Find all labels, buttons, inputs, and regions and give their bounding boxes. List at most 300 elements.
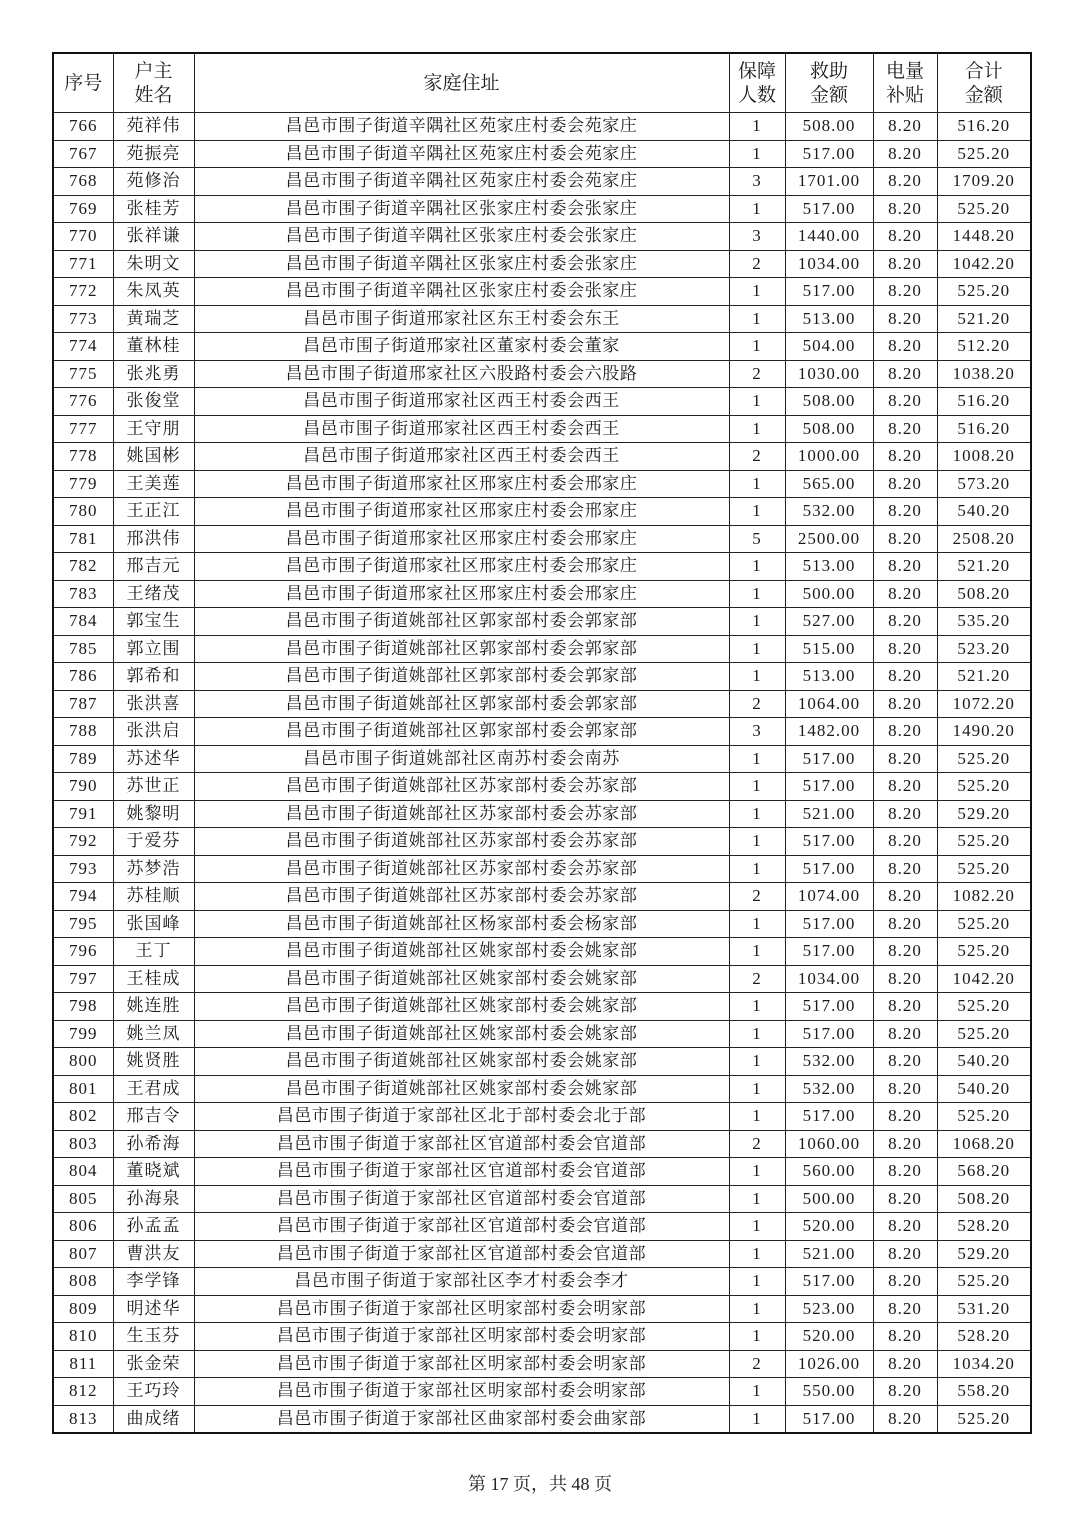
cell-aid: 527.00	[785, 608, 873, 636]
cell-address: 昌邑市围子街道于家部社区官道部村委会官道部	[194, 1185, 729, 1213]
cell-name: 苏述华	[113, 745, 194, 773]
cell-persons: 2	[729, 965, 785, 993]
cell-address: 昌邑市围子街道姚部社区郭家部村委会郭家部	[194, 718, 729, 746]
cell-name: 黄瑞芝	[113, 305, 194, 333]
header-name	[113, 53, 194, 113]
table-row	[53, 800, 1031, 828]
cell-name: 姚贤胜	[113, 1048, 194, 1076]
cell-address: 昌邑市围子街道于家部社区官道部村委会官道部	[194, 1213, 729, 1241]
table-row	[53, 745, 1031, 773]
table-row	[53, 993, 1031, 1021]
cell-persons: 1	[729, 415, 785, 443]
cell-aid: 565.00	[785, 470, 873, 498]
cell-address: 昌邑市围子街道姚部社区杨家部村委会杨家部	[194, 910, 729, 938]
cell-power: 8.20	[873, 1185, 937, 1213]
cell-seq: 777	[53, 415, 113, 443]
cell-power: 8.20	[873, 1268, 937, 1296]
cell-total: 529.20	[937, 1240, 1031, 1268]
cell-name: 张国峰	[113, 910, 194, 938]
cell-aid: 521.00	[785, 800, 873, 828]
cell-address: 昌邑市围子街道于家部社区明家部村委会明家部	[194, 1295, 729, 1323]
cell-persons: 2	[729, 690, 785, 718]
cell-power: 8.20	[873, 883, 937, 911]
cell-name: 明述华	[113, 1295, 194, 1323]
cell-persons: 1	[729, 1405, 785, 1433]
cell-address: 昌邑市围子街道邢家社区西王村委会西王	[194, 415, 729, 443]
cell-power: 8.20	[873, 1020, 937, 1048]
cell-seq: 789	[53, 745, 113, 773]
cell-name: 王正江	[113, 498, 194, 526]
cell-address: 昌邑市围子街道邢家社区邢家庄村委会邢家庄	[194, 580, 729, 608]
cell-name: 张兆勇	[113, 360, 194, 388]
cell-name: 王绪茂	[113, 580, 194, 608]
cell-aid: 513.00	[785, 553, 873, 581]
cell-aid: 532.00	[785, 1075, 873, 1103]
cell-persons: 1	[729, 800, 785, 828]
cell-aid: 2500.00	[785, 525, 873, 553]
cell-persons: 1	[729, 1185, 785, 1213]
cell-power: 8.20	[873, 443, 937, 471]
cell-total: 1072.20	[937, 690, 1031, 718]
header-power-line1: 电量	[885, 60, 924, 82]
cell-aid: 517.00	[785, 1405, 873, 1433]
cell-total: 525.20	[937, 140, 1031, 168]
header-total	[937, 53, 1031, 113]
cell-address: 昌邑市围子街道辛隅社区张家庄村委会张家庄	[194, 223, 729, 251]
cell-address: 昌邑市围子街道辛隅社区张家庄村委会张家庄	[194, 278, 729, 306]
cell-aid: 517.00	[785, 745, 873, 773]
relief-table	[52, 52, 1032, 1434]
cell-address: 昌邑市围子街道姚部社区苏家部村委会苏家部	[194, 800, 729, 828]
cell-aid: 517.00	[785, 938, 873, 966]
cell-seq: 767	[53, 140, 113, 168]
cell-seq: 772	[53, 278, 113, 306]
cell-seq: 813	[53, 1405, 113, 1433]
cell-name: 朱明文	[113, 250, 194, 278]
cell-persons: 1	[729, 305, 785, 333]
cell-aid: 517.00	[785, 993, 873, 1021]
cell-seq: 800	[53, 1048, 113, 1076]
cell-power: 8.20	[873, 608, 937, 636]
cell-seq: 773	[53, 305, 113, 333]
cell-name: 姚黎明	[113, 800, 194, 828]
cell-seq: 806	[53, 1213, 113, 1241]
cell-address: 昌邑市围子街道姚部社区姚家部村委会姚家部	[194, 1075, 729, 1103]
cell-aid: 504.00	[785, 333, 873, 361]
cell-total: 525.20	[937, 1268, 1031, 1296]
cell-persons: 1	[729, 580, 785, 608]
cell-total: 516.20	[937, 388, 1031, 416]
table-row	[53, 1295, 1031, 1323]
cell-power: 8.20	[873, 1350, 937, 1378]
cell-aid: 523.00	[785, 1295, 873, 1323]
cell-power: 8.20	[873, 470, 937, 498]
cell-persons: 1	[729, 1295, 785, 1323]
cell-name: 张洪喜	[113, 690, 194, 718]
cell-persons: 1	[729, 745, 785, 773]
header-persons-line1: 保障	[737, 60, 776, 82]
table-row	[53, 168, 1031, 196]
cell-total: 508.20	[937, 580, 1031, 608]
cell-power: 8.20	[873, 223, 937, 251]
table-row	[53, 415, 1031, 443]
table-row	[53, 1020, 1031, 1048]
cell-name: 朱凤英	[113, 278, 194, 306]
header-power-line2: 补贴	[885, 84, 924, 106]
header-address-text: 家庭住址	[423, 72, 500, 94]
cell-name: 苑祥伟	[113, 113, 194, 141]
cell-address: 昌邑市围子街道于家部社区北于部村委会北于部	[194, 1103, 729, 1131]
table-row	[53, 663, 1031, 691]
cell-aid: 1030.00	[785, 360, 873, 388]
cell-address: 昌邑市围子街道姚部社区苏家部村委会苏家部	[194, 883, 729, 911]
cell-power: 8.20	[873, 250, 937, 278]
table-row	[53, 1350, 1031, 1378]
cell-power: 8.20	[873, 415, 937, 443]
cell-power: 8.20	[873, 580, 937, 608]
cell-aid: 513.00	[785, 305, 873, 333]
table-row	[53, 195, 1031, 223]
cell-seq: 790	[53, 773, 113, 801]
cell-total: 525.20	[937, 1405, 1031, 1433]
header-name-line2: 姓名	[134, 84, 173, 106]
cell-power: 8.20	[873, 690, 937, 718]
table-row	[53, 1213, 1031, 1241]
cell-seq: 811	[53, 1350, 113, 1378]
cell-aid: 1060.00	[785, 1130, 873, 1158]
cell-persons: 1	[729, 195, 785, 223]
table-header	[53, 53, 1031, 113]
table-row	[53, 1378, 1031, 1406]
cell-aid: 517.00	[785, 195, 873, 223]
cell-address: 昌邑市围子街道邢家社区邢家庄村委会邢家庄	[194, 525, 729, 553]
cell-persons: 1	[729, 1048, 785, 1076]
cell-persons: 1	[729, 773, 785, 801]
cell-aid: 517.00	[785, 1020, 873, 1048]
cell-total: 525.20	[937, 855, 1031, 883]
table-row	[53, 278, 1031, 306]
table-row	[53, 855, 1031, 883]
cell-persons: 2	[729, 443, 785, 471]
cell-aid: 1026.00	[785, 1350, 873, 1378]
cell-seq: 804	[53, 1158, 113, 1186]
table-row	[53, 1048, 1031, 1076]
cell-seq: 801	[53, 1075, 113, 1103]
cell-name: 邢吉元	[113, 553, 194, 581]
cell-total: 525.20	[937, 1103, 1031, 1131]
cell-aid: 520.00	[785, 1213, 873, 1241]
cell-total: 521.20	[937, 305, 1031, 333]
table-row	[53, 635, 1031, 663]
cell-address: 昌邑市围子街道姚部社区姚家部村委会姚家部	[194, 965, 729, 993]
cell-power: 8.20	[873, 855, 937, 883]
cell-address: 昌邑市围子街道于家部社区曲家部村委会曲家部	[194, 1405, 729, 1433]
header-name-line1: 户主	[134, 60, 173, 82]
cell-power: 8.20	[873, 1075, 937, 1103]
header-row	[53, 53, 1031, 113]
cell-seq: 802	[53, 1103, 113, 1131]
cell-power: 8.20	[873, 553, 937, 581]
cell-aid: 532.00	[785, 498, 873, 526]
cell-power: 8.20	[873, 993, 937, 1021]
cell-address: 昌邑市围子街道邢家社区董家村委会董家	[194, 333, 729, 361]
cell-aid: 517.00	[785, 828, 873, 856]
cell-power: 8.20	[873, 828, 937, 856]
cell-total: 1082.20	[937, 883, 1031, 911]
cell-address: 昌邑市围子街道辛隅社区苑家庄村委会苑家庄	[194, 168, 729, 196]
cell-total: 558.20	[937, 1378, 1031, 1406]
cell-persons: 1	[729, 333, 785, 361]
cell-name: 郭宝生	[113, 608, 194, 636]
table-row	[53, 1103, 1031, 1131]
cell-seq: 810	[53, 1323, 113, 1351]
table-row	[53, 718, 1031, 746]
cell-total: 2508.20	[937, 525, 1031, 553]
cell-name: 曹洪友	[113, 1240, 194, 1268]
cell-persons: 5	[729, 525, 785, 553]
cell-aid: 517.00	[785, 855, 873, 883]
cell-aid: 1000.00	[785, 443, 873, 471]
cell-seq: 766	[53, 113, 113, 141]
cell-persons: 2	[729, 1350, 785, 1378]
cell-seq: 780	[53, 498, 113, 526]
cell-total: 525.20	[937, 938, 1031, 966]
cell-power: 8.20	[873, 1158, 937, 1186]
cell-name: 张俊堂	[113, 388, 194, 416]
cell-name: 苑振亮	[113, 140, 194, 168]
cell-name: 孙希海	[113, 1130, 194, 1158]
cell-name: 姚兰凤	[113, 1020, 194, 1048]
cell-address: 昌邑市围子街道姚部社区郭家部村委会郭家部	[194, 608, 729, 636]
cell-aid: 1701.00	[785, 168, 873, 196]
cell-power: 8.20	[873, 1130, 937, 1158]
cell-total: 525.20	[937, 195, 1031, 223]
cell-aid: 508.00	[785, 415, 873, 443]
cell-persons: 1	[729, 663, 785, 691]
cell-name: 苏梦浩	[113, 855, 194, 883]
cell-name: 曲成绪	[113, 1405, 194, 1433]
table-row	[53, 305, 1031, 333]
table-row	[53, 333, 1031, 361]
header-persons-line2: 人数	[737, 84, 776, 106]
cell-persons: 3	[729, 223, 785, 251]
cell-seq: 812	[53, 1378, 113, 1406]
cell-name: 张桂芳	[113, 195, 194, 223]
cell-name: 李学锋	[113, 1268, 194, 1296]
cell-total: 540.20	[937, 498, 1031, 526]
cell-persons: 1	[729, 278, 785, 306]
cell-seq: 774	[53, 333, 113, 361]
cell-total: 1042.20	[937, 965, 1031, 993]
table-row	[53, 1130, 1031, 1158]
cell-address: 昌邑市围子街道辛隅社区苑家庄村委会苑家庄	[194, 140, 729, 168]
cell-seq: 785	[53, 635, 113, 663]
cell-address: 昌邑市围子街道于家部社区官道部村委会官道部	[194, 1240, 729, 1268]
cell-name: 苑修治	[113, 168, 194, 196]
cell-total: 525.20	[937, 993, 1031, 1021]
cell-power: 8.20	[873, 745, 937, 773]
cell-address: 昌邑市围子街道姚部社区苏家部村委会苏家部	[194, 855, 729, 883]
cell-persons: 2	[729, 360, 785, 388]
cell-address: 昌邑市围子街道辛隅社区张家庄村委会张家庄	[194, 250, 729, 278]
cell-persons: 1	[729, 1240, 785, 1268]
table-row	[53, 443, 1031, 471]
table-row	[53, 1075, 1031, 1103]
cell-name: 苏桂顺	[113, 883, 194, 911]
cell-seq: 770	[53, 223, 113, 251]
cell-address: 昌邑市围子街道姚部社区姚家部村委会姚家部	[194, 1048, 729, 1076]
cell-aid: 517.00	[785, 1268, 873, 1296]
cell-total: 1042.20	[937, 250, 1031, 278]
cell-persons: 1	[729, 140, 785, 168]
cell-power: 8.20	[873, 635, 937, 663]
cell-seq: 799	[53, 1020, 113, 1048]
cell-seq: 797	[53, 965, 113, 993]
cell-name: 王丁	[113, 938, 194, 966]
cell-seq: 796	[53, 938, 113, 966]
cell-aid: 517.00	[785, 773, 873, 801]
cell-name: 孙海泉	[113, 1185, 194, 1213]
cell-persons: 1	[729, 113, 785, 141]
cell-total: 535.20	[937, 608, 1031, 636]
cell-power: 8.20	[873, 1323, 937, 1351]
cell-power: 8.20	[873, 663, 937, 691]
cell-aid: 521.00	[785, 1240, 873, 1268]
cell-total: 525.20	[937, 278, 1031, 306]
cell-power: 8.20	[873, 388, 937, 416]
table-row	[53, 690, 1031, 718]
cell-total: 1709.20	[937, 168, 1031, 196]
cell-address: 昌邑市围子街道于家部社区明家部村委会明家部	[194, 1350, 729, 1378]
cell-aid: 517.00	[785, 910, 873, 938]
cell-power: 8.20	[873, 718, 937, 746]
cell-total: 528.20	[937, 1213, 1031, 1241]
cell-name: 张金荣	[113, 1350, 194, 1378]
cell-seq: 778	[53, 443, 113, 471]
cell-name: 孙孟孟	[113, 1213, 194, 1241]
header-aid	[785, 53, 873, 113]
cell-total: 521.20	[937, 553, 1031, 581]
cell-persons: 1	[729, 388, 785, 416]
table-row	[53, 1185, 1031, 1213]
cell-total: 525.20	[937, 1020, 1031, 1048]
cell-power: 8.20	[873, 498, 937, 526]
table-row	[53, 608, 1031, 636]
cell-total: 512.20	[937, 333, 1031, 361]
cell-name: 郭希和	[113, 663, 194, 691]
cell-persons: 1	[729, 1268, 785, 1296]
cell-persons: 1	[729, 993, 785, 1021]
table-row	[53, 525, 1031, 553]
cell-name: 郭立围	[113, 635, 194, 663]
cell-seq: 768	[53, 168, 113, 196]
cell-aid: 500.00	[785, 580, 873, 608]
cell-total: 516.20	[937, 415, 1031, 443]
cell-address: 昌邑市围子街道辛隅社区苑家庄村委会苑家庄	[194, 113, 729, 141]
cell-name: 苏世正	[113, 773, 194, 801]
table-row	[53, 828, 1031, 856]
cell-name: 王守朋	[113, 415, 194, 443]
page-number: 第 17 页，共 48 页	[468, 1474, 612, 1494]
cell-persons: 1	[729, 1103, 785, 1131]
cell-power: 8.20	[873, 360, 937, 388]
cell-power: 8.20	[873, 773, 937, 801]
cell-address: 昌邑市围子街道姚部社区郭家部村委会郭家部	[194, 663, 729, 691]
table-row	[53, 773, 1031, 801]
cell-aid: 1034.00	[785, 965, 873, 993]
header-aid-line1: 救助	[809, 60, 848, 82]
cell-power: 8.20	[873, 1048, 937, 1076]
table-row	[53, 1158, 1031, 1186]
cell-persons: 1	[729, 828, 785, 856]
cell-total: 1448.20	[937, 223, 1031, 251]
cell-total: 525.20	[937, 828, 1031, 856]
cell-power: 8.20	[873, 1295, 937, 1323]
cell-name: 姚连胜	[113, 993, 194, 1021]
cell-persons: 2	[729, 883, 785, 911]
cell-aid: 520.00	[785, 1323, 873, 1351]
cell-seq: 795	[53, 910, 113, 938]
table-row	[53, 388, 1031, 416]
cell-power: 8.20	[873, 1103, 937, 1131]
cell-address: 昌邑市围子街道姚部社区郭家部村委会郭家部	[194, 690, 729, 718]
cell-aid: 1482.00	[785, 718, 873, 746]
table-row	[53, 1323, 1031, 1351]
cell-seq: 784	[53, 608, 113, 636]
cell-name: 生玉芬	[113, 1323, 194, 1351]
cell-power: 8.20	[873, 1213, 937, 1241]
cell-name: 于爱芬	[113, 828, 194, 856]
cell-power: 8.20	[873, 195, 937, 223]
cell-power: 8.20	[873, 305, 937, 333]
cell-seq: 771	[53, 250, 113, 278]
header-seq	[53, 53, 113, 113]
cell-seq: 769	[53, 195, 113, 223]
table-row	[53, 470, 1031, 498]
cell-total: 528.20	[937, 1323, 1031, 1351]
cell-persons: 1	[729, 1378, 785, 1406]
header-persons	[729, 53, 785, 113]
cell-aid: 1440.00	[785, 223, 873, 251]
cell-power: 8.20	[873, 800, 937, 828]
cell-persons: 1	[729, 608, 785, 636]
header-aid-line2: 金额	[809, 84, 848, 106]
cell-aid: 517.00	[785, 278, 873, 306]
cell-aid: 550.00	[785, 1378, 873, 1406]
cell-power: 8.20	[873, 525, 937, 553]
table-row	[53, 223, 1031, 251]
cell-seq: 803	[53, 1130, 113, 1158]
cell-total: 525.20	[937, 745, 1031, 773]
cell-persons: 1	[729, 498, 785, 526]
cell-total: 516.20	[937, 113, 1031, 141]
cell-persons: 1	[729, 1213, 785, 1241]
cell-seq: 781	[53, 525, 113, 553]
cell-total: 531.20	[937, 1295, 1031, 1323]
cell-total: 1038.20	[937, 360, 1031, 388]
cell-name: 姚国彬	[113, 443, 194, 471]
cell-address: 昌邑市围子街道邢家社区邢家庄村委会邢家庄	[194, 470, 729, 498]
cell-address: 昌邑市围子街道邢家社区东王村委会东王	[194, 305, 729, 333]
cell-address: 昌邑市围子街道姚部社区姚家部村委会姚家部	[194, 993, 729, 1021]
cell-seq: 776	[53, 388, 113, 416]
cell-persons: 1	[729, 855, 785, 883]
table-row	[53, 113, 1031, 141]
cell-total: 540.20	[937, 1048, 1031, 1076]
cell-persons: 3	[729, 718, 785, 746]
cell-seq: 792	[53, 828, 113, 856]
table-row	[53, 250, 1031, 278]
